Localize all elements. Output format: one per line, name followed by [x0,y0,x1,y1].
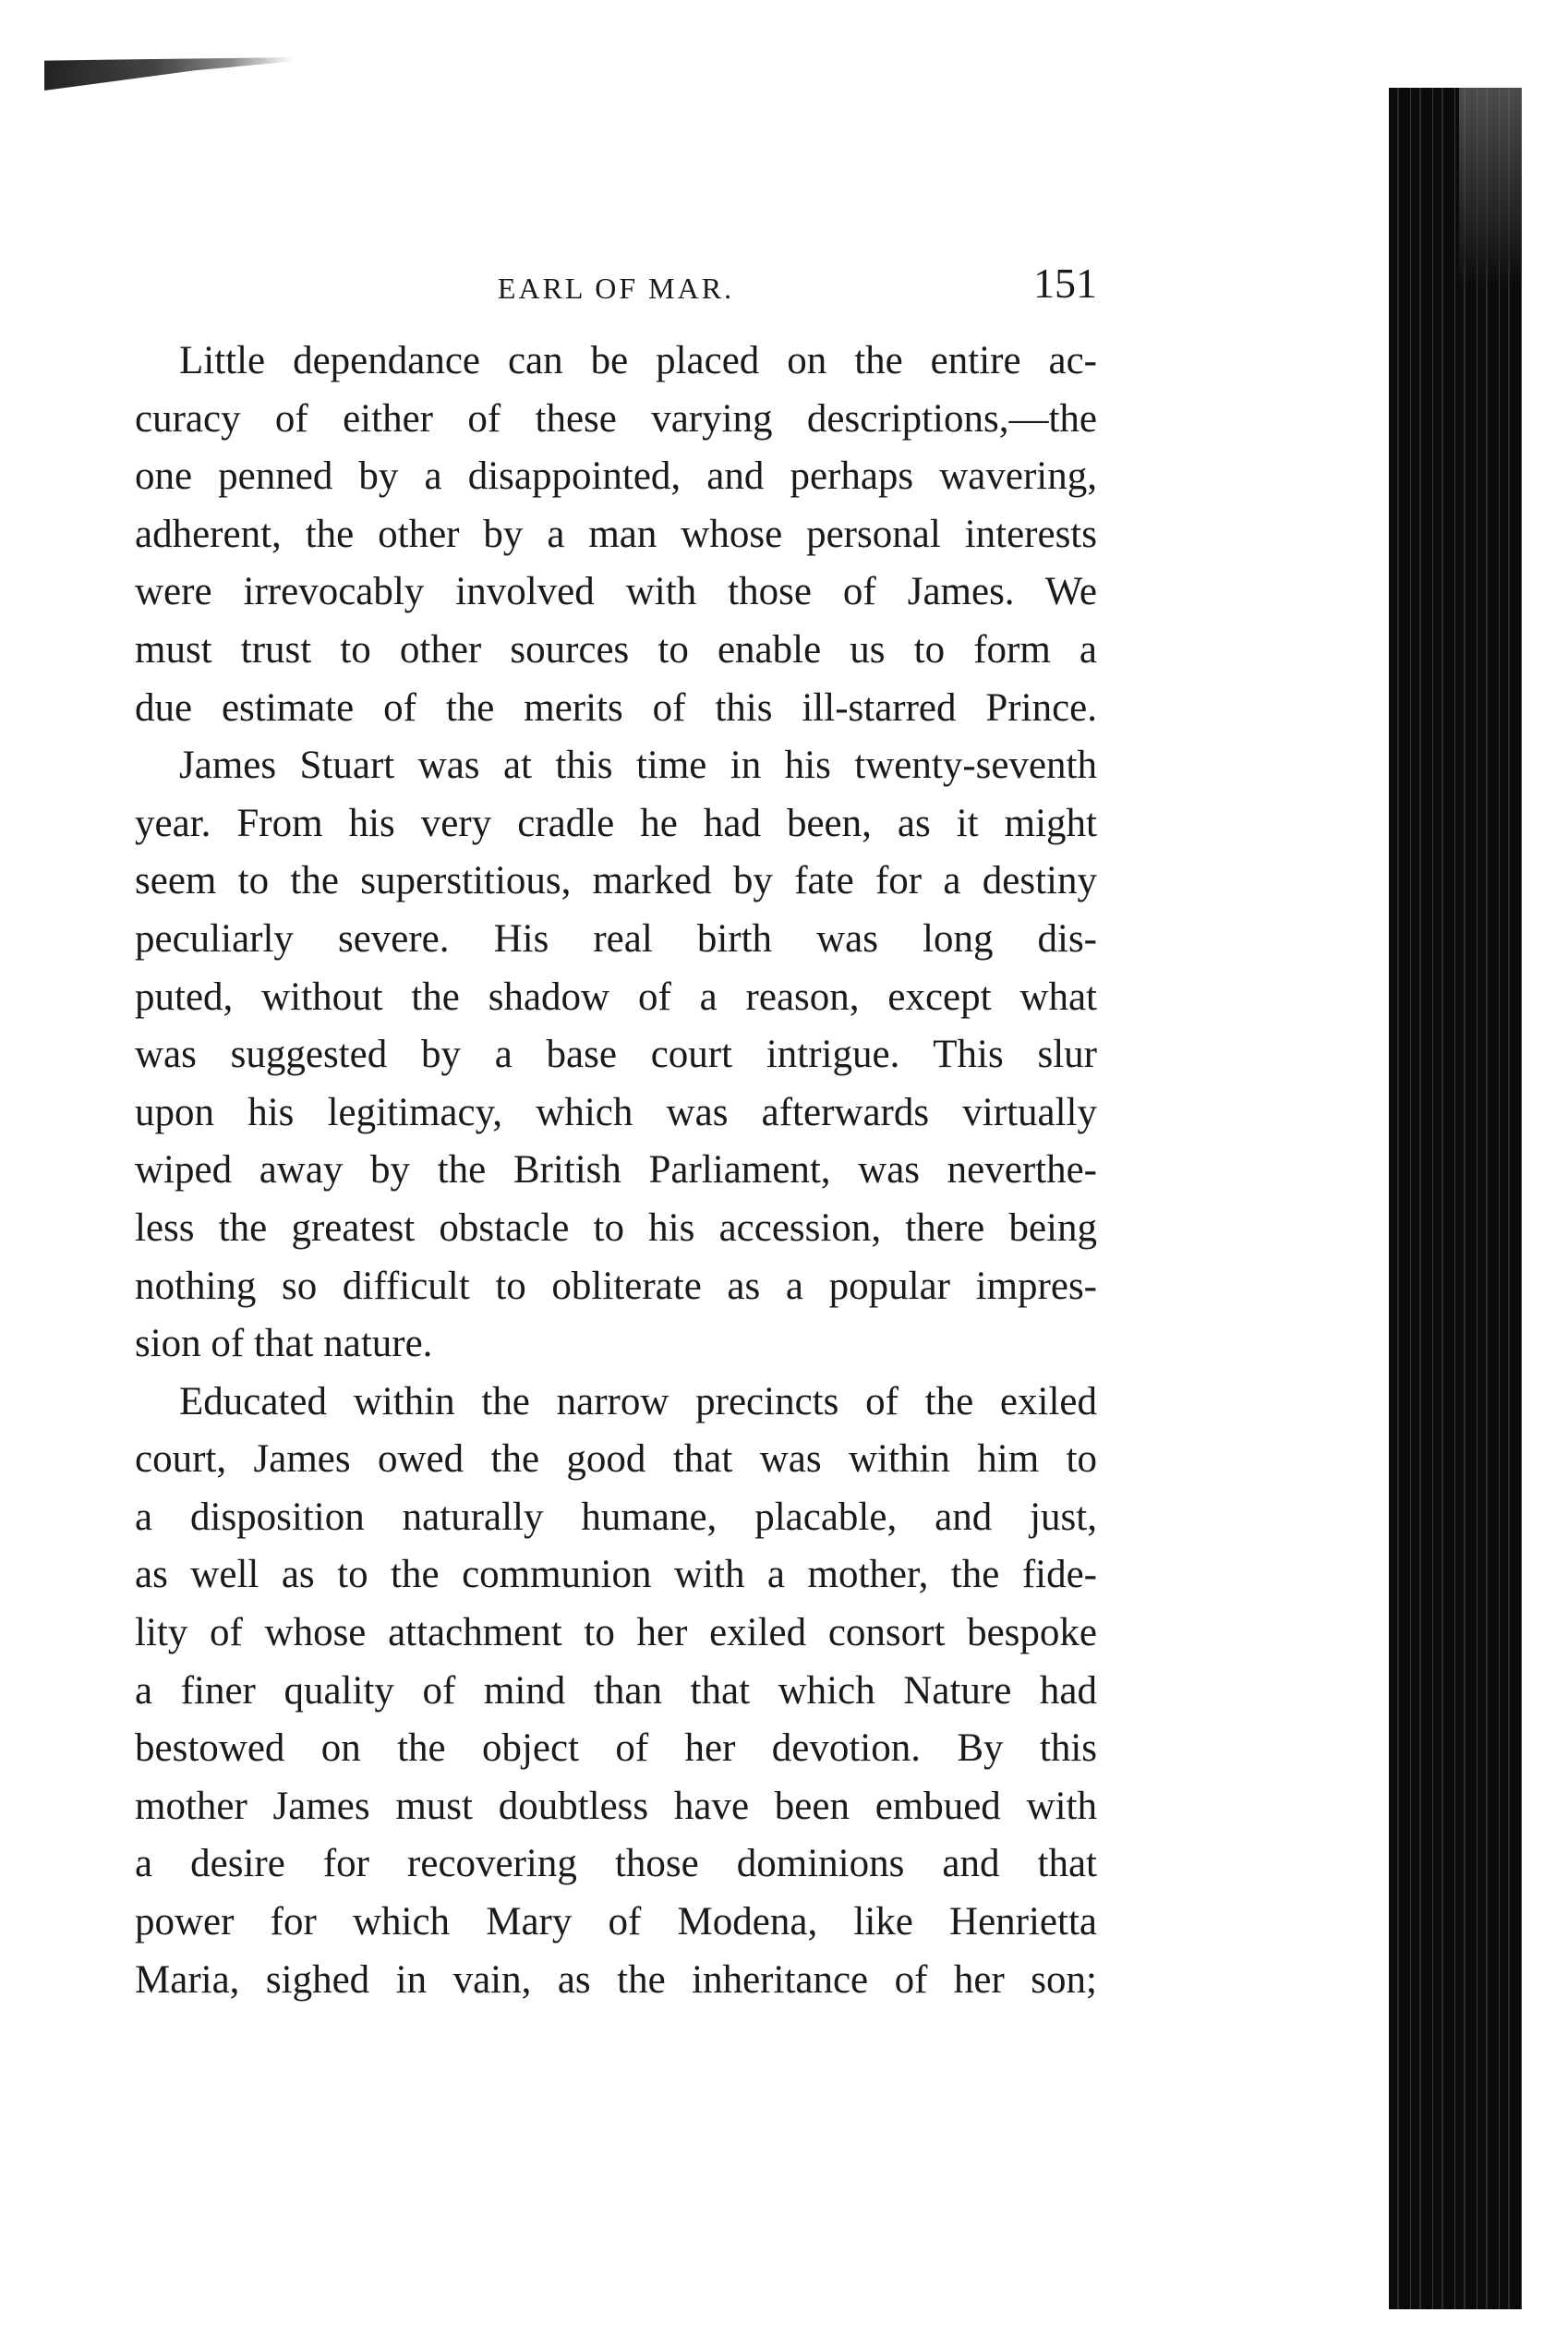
text-line: Little dependance can be placed on the entire ac- [179,339,1097,382]
text-line: sion of that nature. [135,1322,433,1366]
text-line: one penned by a disappointed, and perhaps wavering, [135,454,1097,499]
text-line: bestowed on the object of her devotion. By this [135,1726,1097,1771]
page-number: 151 [1033,260,1097,307]
text-line: lity of whose attachment to her exiled consort bespoke [135,1611,1097,1655]
text-line: a finer quality of mind than that which Nature had [135,1668,1097,1713]
text-line: court, James owed the good that was within him to [135,1437,1097,1482]
paragraph [135,333,1097,737]
paragraph [135,737,1097,1374]
text-line: Educated within the narrow precincts of the exiled [179,1379,1097,1423]
text-line: power for which Mary of Modena, like Henrietta [135,1900,1097,1944]
text-line: nothing so difficult to obliterate as a popular impres- [135,1264,1097,1308]
page-header [135,259,1097,314]
book-spine-shadow [1389,88,1522,2309]
text-line: as well as to the communion with a mother, the fide- [135,1553,1097,1597]
text-line: seem to the superstitious, marked by fate for a destiny [135,859,1097,903]
text-line: less the greatest obstacle to his accession, there being [135,1205,1097,1250]
book-spine-highlight [1459,88,1522,291]
text-line: was suggested by a base court intrigue. This slur [135,1033,1097,1077]
text-line: a disposition naturally humane, placable, and just, [135,1495,1097,1539]
paragraph [135,1374,1097,2010]
text-line: mother James must doubtless have been embued with [135,1784,1097,1828]
text-line: curacy of either of these varying descriptions,—the [135,396,1097,441]
body-text [135,333,1097,2009]
text-line: were irrevocably involved with those of James. We [135,570,1097,614]
text-line: must trust to other sources to enable us to form a [135,627,1097,672]
text-line: adherent, the other by a man whose personal interests [135,512,1097,556]
scan-smudge [44,57,294,91]
text-line: peculiarly severe. His real birth was long dis- [135,916,1097,961]
text-line: puted, without the shadow of a reason, except what [135,975,1097,1019]
text-line: James Stuart was at this time in his twenty-seventh [179,744,1097,788]
text-line: a desire for recovering those dominions and that [135,1842,1097,1886]
text-line: wiped away by the British Parliament, was neverthe- [135,1148,1097,1193]
text-line: due estimate of the merits of this ill-starred Prince. [135,685,1097,730]
text-line: upon his legitimacy, which was afterwards virtually [135,1090,1097,1134]
text-line: year. From his very cradle he had been, as it might [135,801,1097,845]
running-title: EARL OF MAR. [497,272,735,305]
text-line: Maria, sighed in vain, as the inheritance of her son; [135,1957,1097,2002]
